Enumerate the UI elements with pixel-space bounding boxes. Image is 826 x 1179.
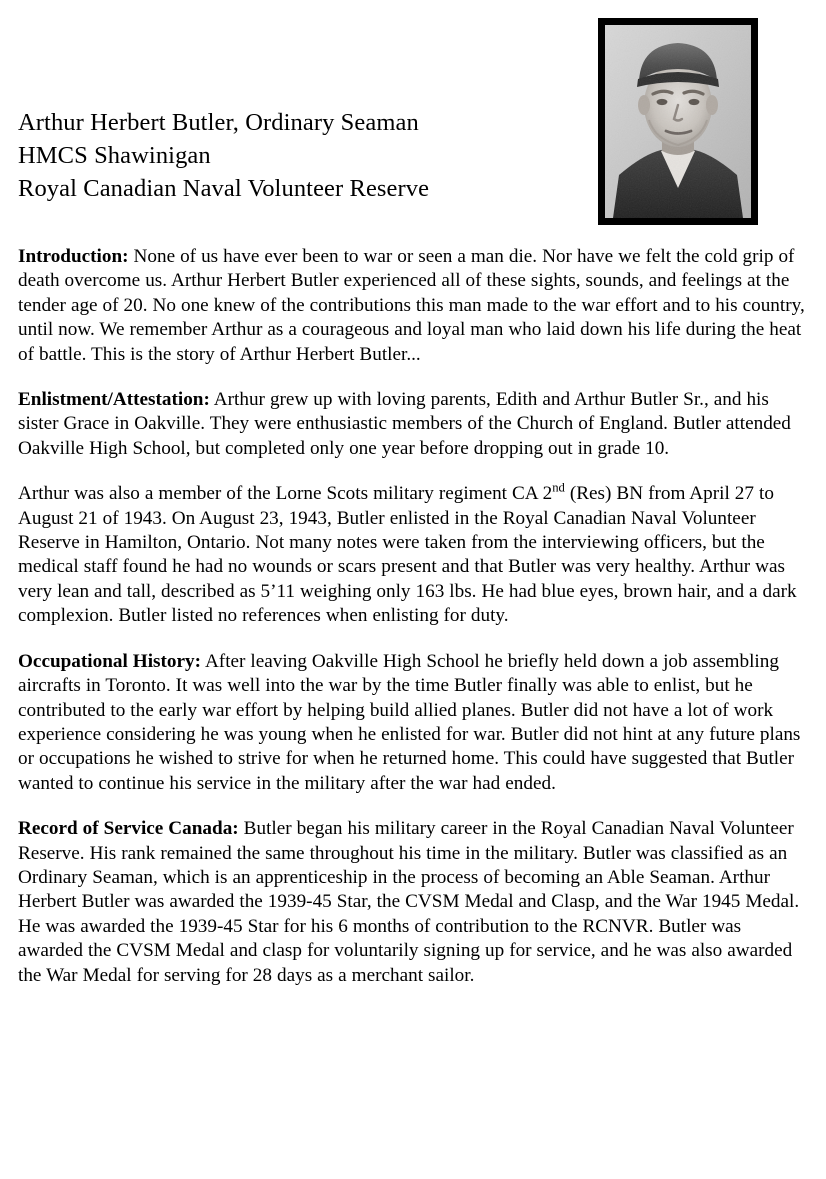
title-line-1: Arthur Herbert Butler, Ordinary Seaman: [18, 109, 419, 136]
section-text-occupational: After leaving Oakville High School he briefly held down a job assembling aircrafts in Toronto. It was well into the war by the time Butler finally was able to enlist, but he contributed to the early war effort by helping build allied planes. Butler did not have a lot of work experience considering he was young when he enlisted for war. Butler did not hint at any future plans or occupations he wished to strive for when he returned home. This could have suggested that Butler wanted to continue his service in the military after the war had ended.: [18, 650, 801, 794]
document-body: [18, 245, 808, 988]
section-heading-introduction: Introduction:: [18, 246, 129, 267]
section-occupational-history: [18, 650, 808, 796]
section-heading-enlistment: Enlistment/Attestation:: [18, 389, 210, 411]
portrait-photo: [605, 25, 751, 218]
section-text-lorne-scots-before: Arthur was also a member of the Lorne Scots military regiment CA 2: [18, 483, 553, 505]
section-text-record-of-service: Butler began his military career in the Royal Canadian Naval Volunteer Reserve. His rank remained the same throughout his time in the military. Butler was classified as an Ordinary Seaman, which is an apprenticeship in the process of becoming an Able Seaman. Arthur Herbert Butler was awarded the 1939-45 Star, the CVSM Medal and Clasp, and the War 1945 Medal. He was awarded the 1939-45 Star for his 6 months of contribution to the RCNVR. Butler was awarded the CVSM Medal and clasp for voluntarily signing up for service, and he was also awarded the War Medal for serving for 28 days as a merchant sailor.: [18, 818, 800, 986]
section-enlistment-attestation: [18, 388, 808, 461]
title-line-3: Royal Canadian Naval Volunteer Reserve: [18, 175, 430, 202]
section-heading-record-of-service: Record of Service Canada:: [18, 818, 239, 840]
section-text-introduction: None of us have ever been to war or seen a man die. Nor have we felt the cold grip of death overcome us. Arthur Herbert Butler experienced all of these sights, sounds, and feelings at the tender age of 20. No one knew of the contributions this man made to the war effort and to his country, until now. We remember Arthur as a courageous and loyal man who laid down his life during the heat of battle. This is the story of Arthur Herbert Butler...: [18, 246, 805, 365]
section-text-enlistment: Arthur grew up with loving parents, Edith and Arthur Butler Sr., and his sister Grace in Oakville. They were enthusiastic members of the Church of England. Butler attended Oakville High School, but completed only one year before dropping out in grade 10.: [18, 389, 791, 459]
section-text-lorne-scots-after: (Res) BN from April 27 to August 21 of 1943. On August 23, 1943, Butler enlisted in the Royal Canadian Naval Volunteer Reserve in Hamilton, Ontario. Not many notes were taken from the interviewing officers, but the medical staff found he had no wounds or scars present and that Butler was very healthy. Arthur was very lean and tall, described as 5’11 weighing only 163 lbs. He had blue eyes, brown hair, and a dark complexion. Butler listed no references when enlisting for duty.: [18, 483, 797, 627]
portrait-photo-frame: [598, 18, 758, 225]
ordinal-superscript: nd: [552, 480, 565, 495]
section-record-of-service: [18, 817, 808, 988]
section-heading-occupational: Occupational History:: [18, 650, 202, 672]
section-lorne-scots: [18, 482, 808, 628]
section-introduction: [18, 245, 808, 367]
portrait-photo-image: [605, 25, 751, 218]
page-title: [18, 106, 578, 205]
title-line-2: HMCS Shawinigan: [18, 142, 211, 169]
